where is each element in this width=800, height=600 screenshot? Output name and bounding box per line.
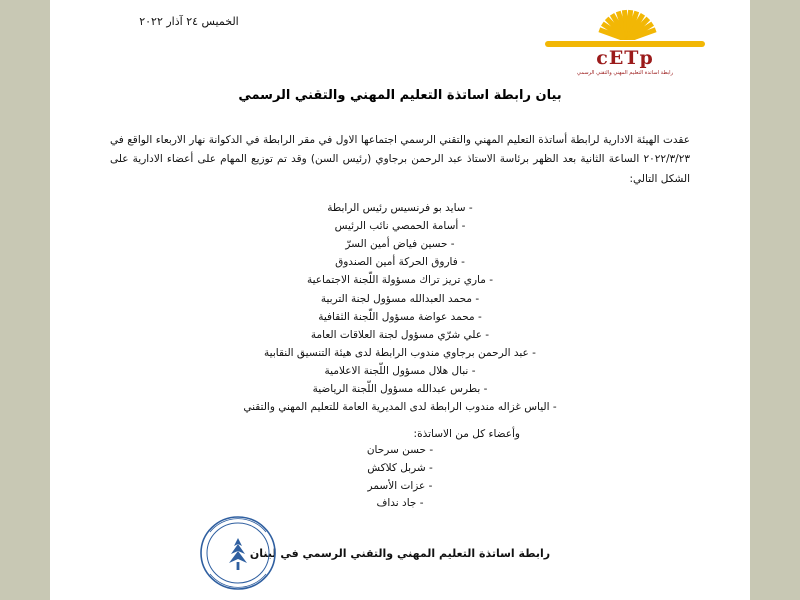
signature-line: رابطة اساتذة التعليم المهني والتقني الرسمي في لبنان [249,547,551,561]
list-item: - الياس غزاله مندوب الرابطة لدى المديرية العامة للتعليم المهني والتقني [243,400,557,413]
list-item: - حسين فياض أمين السرّ [345,238,455,251]
list-item: - نبال هلال مسؤول اللّجنة الاعلامية [324,364,476,377]
list-item: - شربل كلاكش [367,461,433,474]
list-item: - عبد الرحمن برجاوي مندوب الرابطة لدى هيئة التنسيق النقابية [264,346,536,359]
list-item: - بطرس عبدالله مسؤول اللّجنة الرياضية [312,382,488,395]
document-header [50,0,750,76]
list-item: - أسامة الحمصي نائب الرئيس [334,220,466,233]
list-item: - علي شرّي مسؤول لجنة العلاقات العامة [310,328,490,341]
list-item: - محمد عواضة مسؤول اللّجنة الثقافية [318,310,482,323]
stamp-seal [190,510,286,596]
list-item: - ماري تريز تراك مسؤولة اللّجنة الاجتماعية [306,274,494,287]
logo-subtitle: رابطة اساتذة التعليم المهني والتقني الرسمي [576,70,674,76]
page-title: بيان رابطة اساتذة التعليم المهني والتقني الرسمي [238,88,562,103]
cetp-logo [520,6,730,76]
document-date: الخميس ٢٤ آذار ٢٠٢٢ [139,15,239,28]
list-item: - عزات الأسمر [367,479,433,492]
list-item: - فاروق الحركة أمين الصندوق [335,256,465,269]
members-list [50,442,750,513]
members-label: وأعضاء كل من الاساتذة: [413,427,520,440]
intro-paragraph: عقدت الهيئة الادارية لرابطة أساتذة التعليم المهني والتقني الرسمي اجتماعها الاول في مقر الرابطة في الدكوانة نهار الاربعاء الواقع في ٢٠٢٢/٣/٢٣ الساعة الثانية بعد الظهر برئاسة الاستاذ عبد الرحمن برجاوي (رئيس السن) وقد تم توزيع المهام على أعضاء الادارية على الشكل التالي: [110,134,690,185]
document-sheet [50,0,750,600]
board-members-list [50,199,750,416]
list-item: - جاد نداف [376,497,424,510]
list-item: - سايد بو فرنسيس رئيس الرابطة [327,202,473,215]
sunburst-icon [540,6,710,40]
list-item: - حسن سرحان [366,443,434,456]
logo-acronym: cETp [596,47,654,69]
list-item: - محمد العبدالله مسؤول لجنة التربية [320,292,480,305]
